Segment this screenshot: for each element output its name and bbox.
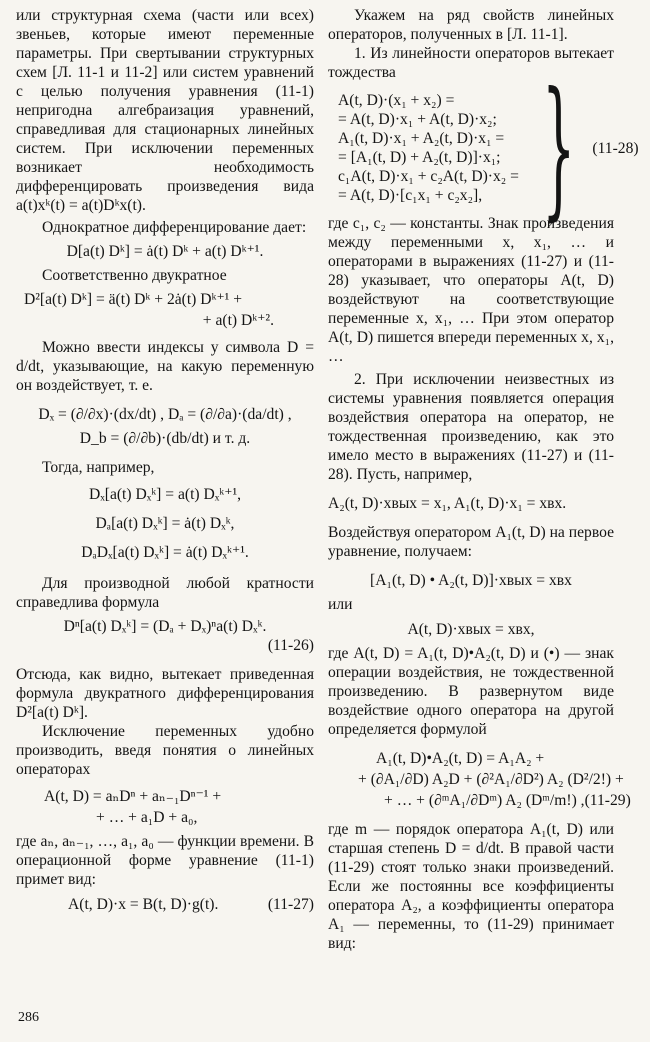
equation: [A₁(t, D) • A₂(t, D)]·xвых = xвх <box>370 572 572 589</box>
equation: DₐDₓ[a(t) Dₓᵏ] = ȧ(t) Dₓᵏ⁺¹. <box>81 544 249 561</box>
equation-line: = A(t, D)·x₁ + A(t, D)·x₂; <box>338 111 497 128</box>
page-number: 286 <box>18 1010 39 1025</box>
paragraph: 1. Из линейности операторов вытекает тождества <box>328 45 614 81</box>
equation: A(t, D)·x = B(t, D)·g(t). <box>68 896 219 913</box>
paragraph: Укажем на ряд свойств линейных операторов, полученных в [Л. 11-1]. <box>328 7 614 43</box>
equation: + … + (∂ᵐA₁/∂Dᵐ) A₂ (Dᵐ/m!) , <box>384 792 585 809</box>
equation-line: A₁(t, D)·x₁ + A₂(t, D)·x₁ = <box>338 130 505 147</box>
right-column <box>328 6 639 953</box>
equation-line: = [A₁(t, D) + A₂(t, D)]·x₁; <box>338 149 501 166</box>
equation: A₁(t, D)•A₂(t, D) = A₁A₂ + <box>376 750 545 767</box>
paragraph: 2. При исключении неизвестных из системы уравнения появляется операция воздействия оператора на оператор, не тождественная произведению, как это имело место в выражениях (11-27) и (11-28). Пусть, например, <box>328 371 614 483</box>
equation-number: (11-29) <box>584 792 631 809</box>
equation-row <box>328 791 631 810</box>
equation: Dₐ[a(t) Dₓᵏ] = ȧ(t) Dₓᵏ, <box>95 515 235 532</box>
equation-number: (11-27) <box>267 896 314 913</box>
equation: + (∂A₁/∂D) A₂D + (∂²A₁/∂D²) A₂ (D²/2!) + <box>358 771 624 788</box>
paragraph: где c₁, c₂ — константы. Знак произведения между переменными x, x₁, … и операторами в выражениях (11-27) и (11-28) указывает, что операторы A(t, D) воздействуют на соответствующие переменные x, x₁, … При этом оператор A(t, D) пишется впереди переменных x, x₁, … <box>328 215 614 365</box>
paragraph: где aₙ, aₙ₋₁, …, a₁, a₀ — функции времени. В операционной форме уравнение (11-1) примет вид: <box>16 833 314 888</box>
paragraph: или <box>328 596 353 613</box>
paragraph: Однократное дифференцирование дает: <box>42 219 307 236</box>
equation-number: (11-28) <box>592 139 639 157</box>
equation: A(t, D)·xвых = xвх, <box>407 621 535 638</box>
paragraph: Соответственно двукратное <box>42 267 227 284</box>
paragraph: Можно ввести индексы у символа D = d/dt, указывающие, на какую переменную он воздействует, т. е. <box>16 339 314 394</box>
paragraph: Для производной любой кратности справедлива формула <box>16 575 314 611</box>
equation-number: (11-26) <box>267 637 314 654</box>
equation-row <box>16 895 314 914</box>
paragraph: Исключение переменных удобно производить, введя понятия о линейных операторах <box>16 723 314 778</box>
equation-line: c₁A(t, D)·x₁ + c₂A(t, D)·x₂ = <box>338 168 519 185</box>
equation: D_b = (∂/∂b)·(db/dt) и т. д. <box>79 430 251 447</box>
equation: + a(t) Dᵏ⁺². <box>202 312 274 329</box>
equation-lines <box>328 91 519 205</box>
paragraph: или структурная схема (части или всех) звеньев, которые имеют переменные параметры. При свертывании структурных схем [Л. 11-1 и 11-2] или систем уравнений с целью получения уравнения (11-1) непригодна алгебраизация уравнений, справедливая для стационарных линейных систем. При исключении переменных возникает необходимость дифференцировать произведения вида a(t)xᵏ(t) = a(t)Dᵏx(t). <box>16 7 314 214</box>
equation-line: A(t, D)·(x₁ + x₂) = <box>338 92 455 109</box>
right-brace: } <box>541 61 576 235</box>
equation: D[a(t) Dᵏ] = ȧ(t) Dᵏ + a(t) Dᵏ⁺¹. <box>66 243 264 260</box>
equation: Dₓ[a(t) Dₓᵏ] = a(t) Dₓᵏ⁺¹, <box>88 486 242 503</box>
left-column <box>16 6 314 918</box>
paragraph: Воздействуя оператором A₁(t, D) на первое уравнение, получаем: <box>328 524 614 560</box>
equation: A₂(t, D)·xвых = x₁, A₁(t, D)·x₁ = xвх. <box>328 495 567 512</box>
equation: D²[a(t) Dᵏ] = ä(t) Dᵏ + 2ȧ(t) Dᵏ⁺¹ + <box>24 291 243 308</box>
equation-line: = A(t, D)·[c₁x₁ + c₂x₂], <box>338 187 483 204</box>
equation: A(t, D) = aₙDⁿ + aₙ₋₁Dⁿ⁻¹ + <box>44 788 222 805</box>
paragraph: Отсюда, как видно, вытекает приведенная формула двукратного дифференцирования D²[a(t) Dᵏ]. <box>16 666 314 721</box>
paragraph: где A(t, D) = A₁(t, D)•A₂(t, D) и (•) — знак операции воздействия, не тождественной произведению. В развернутом виде воздействие одного оператора на другой определяется формулой <box>328 645 614 738</box>
equation: Dⁿ[a(t) Dₓᵏ] = (Dₐ + Dₓ)ⁿa(t) Dₓᵏ. <box>63 618 267 635</box>
paragraph: где m — порядок оператора A₁(t, D) или старшая степень D = d/dt. В правой части (11-29) стоят только знаки произведений. Если же постоянны все коэффициенты оператора A₂, а коэффициенты оператора A₁ — переменны, то (11-29) принимает вид: <box>328 821 614 952</box>
equation: Dₓ = (∂/∂x)·(dx/dt) , Dₐ = (∂/∂a)·(da/dt) , <box>38 406 292 423</box>
paragraph: Тогда, например, <box>42 459 155 476</box>
equation: + … + a₁D + a₀, <box>96 809 198 826</box>
